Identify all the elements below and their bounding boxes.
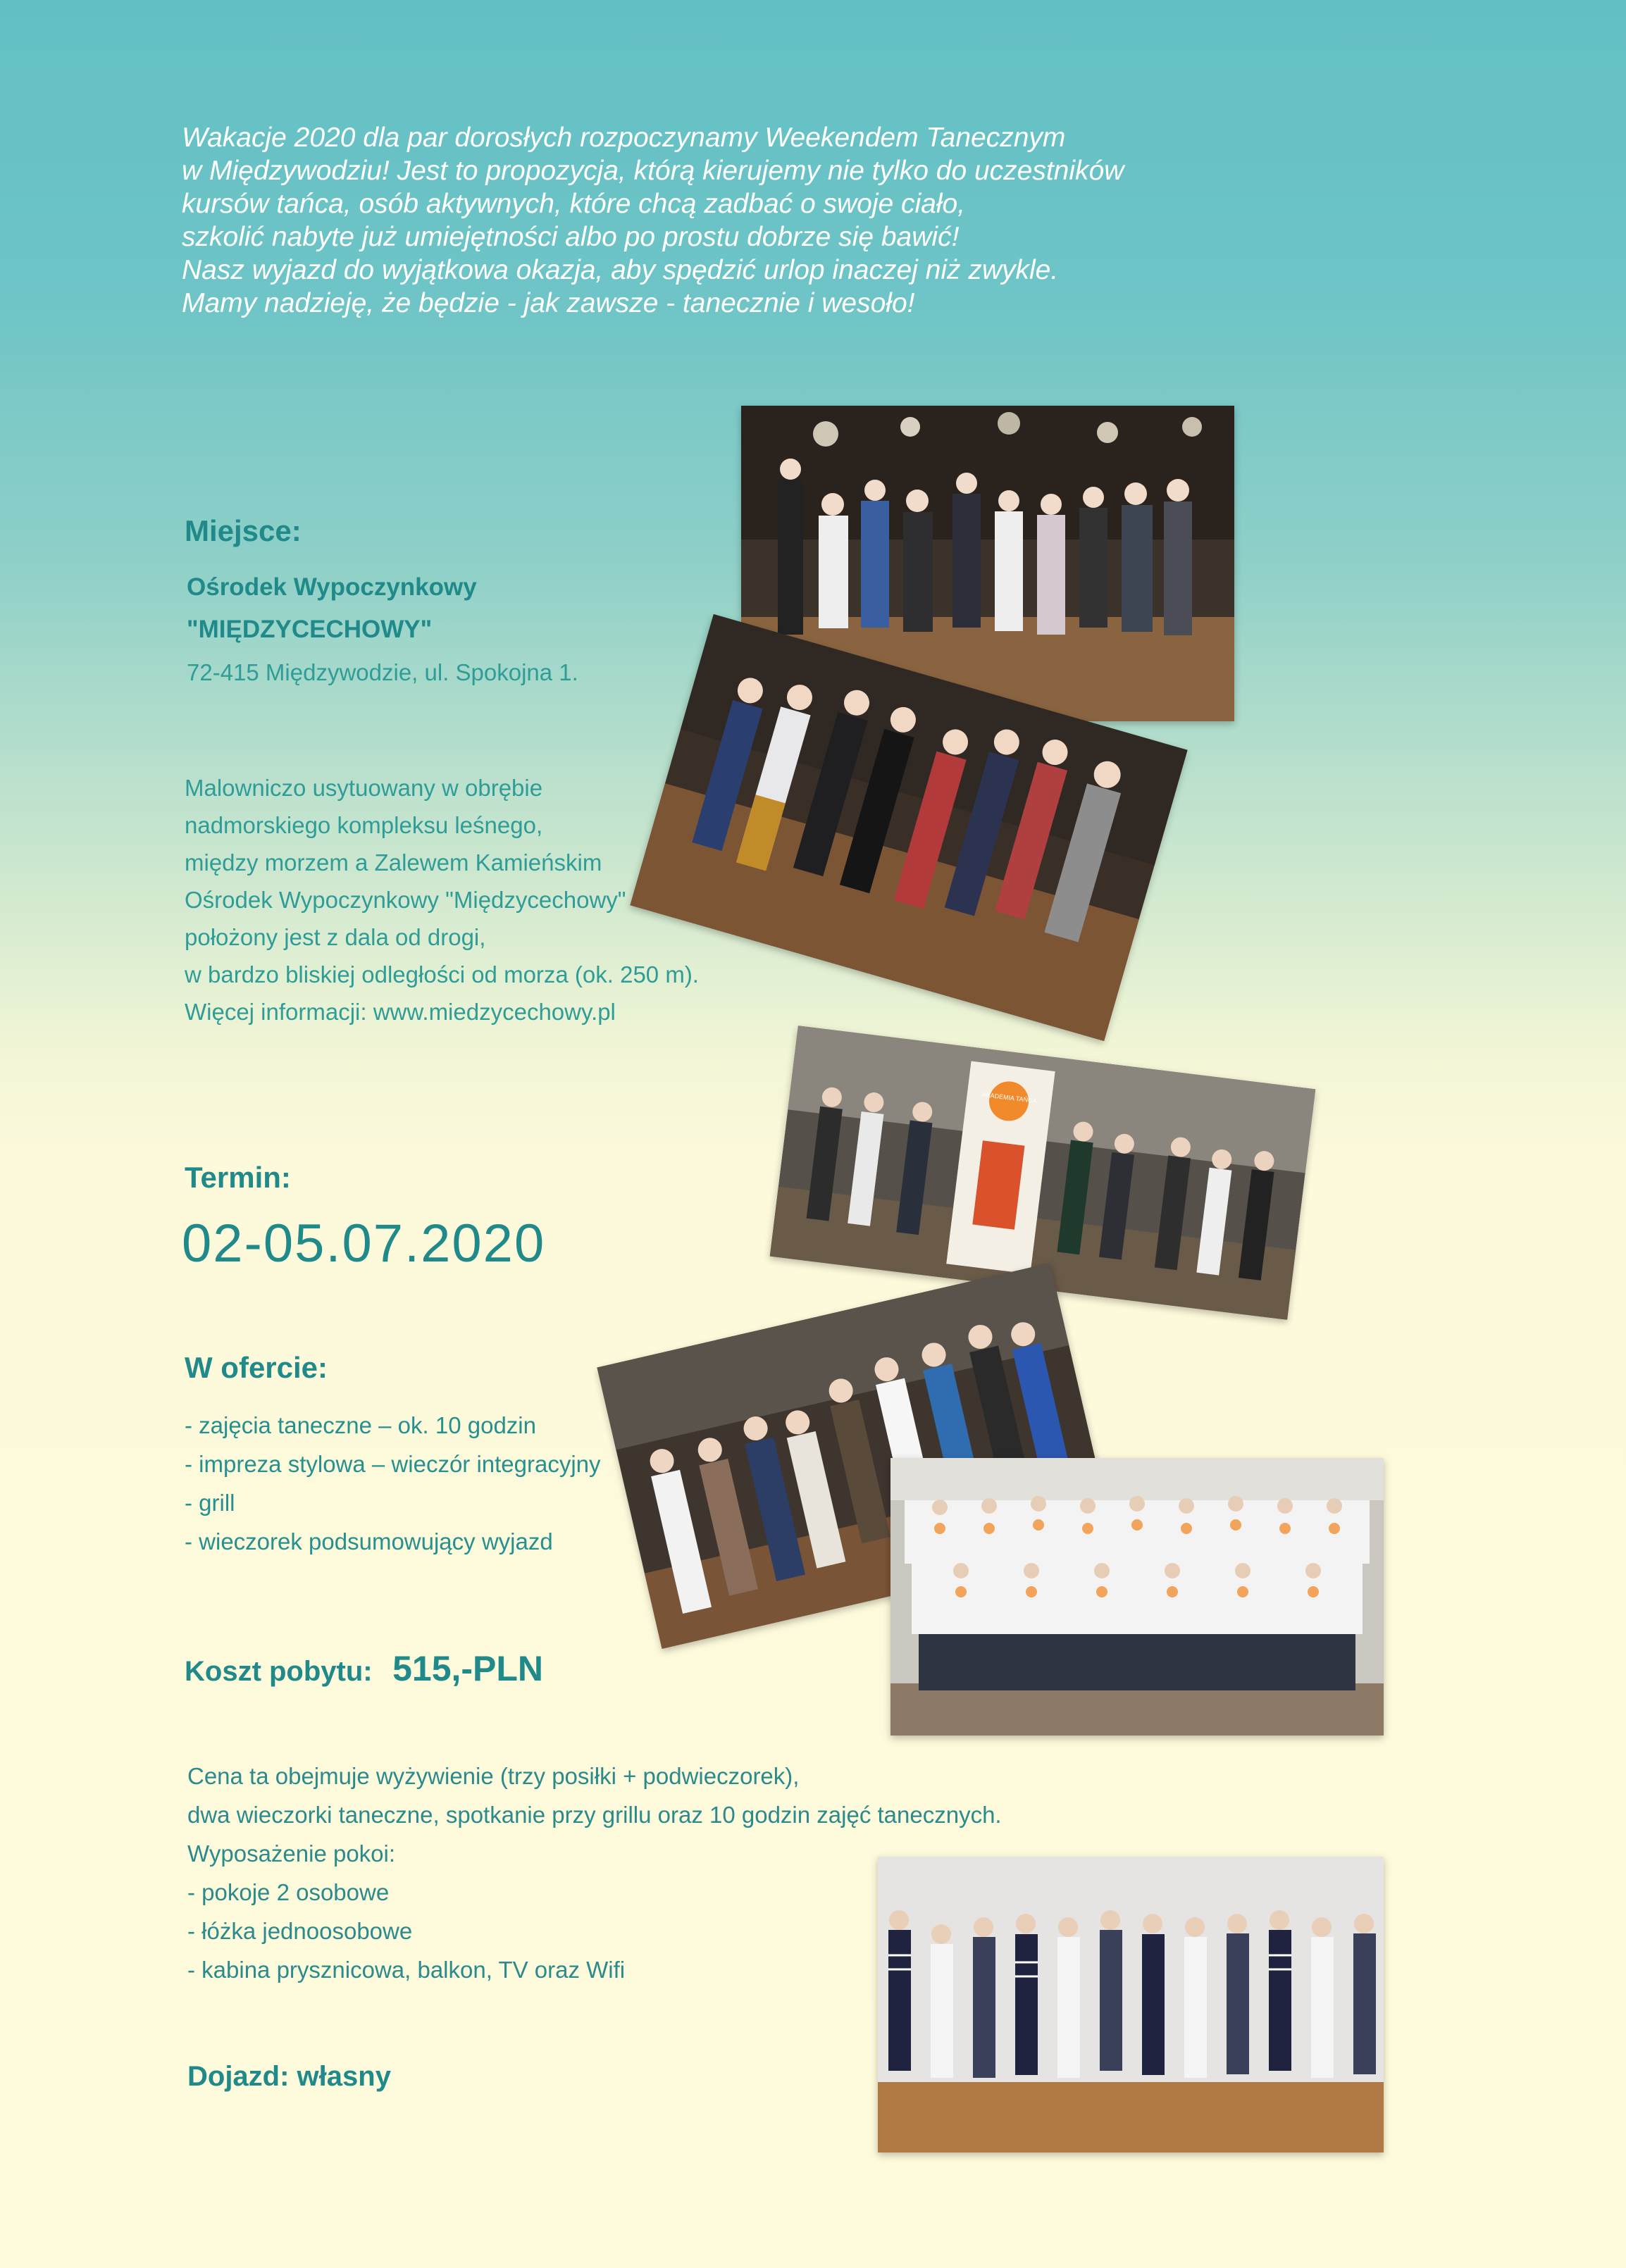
cost-value: 515,-PLN	[392, 1649, 544, 1688]
resort-name	[187, 571, 477, 647]
group-photo-6	[878, 1857, 1384, 2152]
details-line: Wyposażenie pokoi:	[187, 1840, 396, 1867]
resort-address: 72-415 Międzywodzie, ul. Spokojna 1.	[187, 659, 578, 685]
details-line: - łóżka jednoosobowe	[187, 1918, 413, 1944]
term-heading: Termin:	[185, 1161, 291, 1194]
intro-line: szkolić nabyte już umiejętności albo po prostu dobrze się bawić!	[182, 222, 960, 252]
intro-paragraph	[182, 121, 1239, 320]
intro-line: Mamy nadzieję, że będzie - jak zawsze - tanecznie i wesoło!	[182, 288, 915, 318]
intro-line: w Międzywodziu! Jest to propozycja, którą kierujemy nie tylko do uczestników	[182, 156, 1124, 186]
travel-info: Dojazd: własny	[187, 2061, 391, 2092]
intro-line: Nasz wyjazd do wyjątkowa okazja, aby spędzić urlop inaczej niż zwykle.	[182, 255, 1059, 285]
details-line: dwa wieczorki taneczne, spotkanie przy grillu oraz 10 godzin zajęć tanecznych.	[187, 1802, 1002, 1828]
description-line: Więcej informacji: www.miedzycechowy.pl	[185, 999, 616, 1025]
offer-heading: W ofercie:	[185, 1351, 328, 1384]
description-line: Ośrodek Wypoczynkowy "Międzycechowy"	[185, 887, 626, 913]
details-line: Cena ta obejmuje wyżywienie (trzy posiłki + podwieczorek),	[187, 1763, 800, 1789]
description-line: Malowniczo usytuowany w obrębie	[185, 775, 543, 801]
offer-item: - wieczorek podsumowujący wyjazd	[185, 1528, 553, 1554]
description-line: w bardzo bliskiej odległości od morza (ok. 250 m).	[185, 961, 699, 987]
cost-row	[185, 1648, 543, 1689]
description-line: między morzem a Zalewem Kamieńskim	[185, 849, 602, 876]
banner-brand: AKADEMIA TAŃCA	[981, 1090, 1038, 1105]
event-date: 02-05.07.2020	[182, 1214, 546, 1273]
description-line: nadmorskiego kompleksu leśnego,	[185, 812, 543, 838]
place-heading: Miejsce:	[185, 514, 302, 547]
intro-line: kursów tańca, osób aktywnych, które chcą zadbać o swoje ciało,	[182, 189, 966, 219]
offer-item: - grill	[185, 1490, 235, 1516]
place-description	[185, 769, 699, 1030]
group-photo-5	[890, 1458, 1384, 1736]
intro-line: Wakacje 2020 dla par dorosłych rozpoczynamy Weekendem Tanecznym	[182, 123, 1066, 153]
offer-item: - impreza stylowa – wieczór integracyjny	[185, 1451, 601, 1477]
offer-item: - zajęcia taneczne – ok. 10 godzin	[185, 1412, 536, 1438]
details-line: - kabina prysznicowa, balkon, TV oraz Wifi	[187, 1957, 626, 1983]
description-line: położony jest z dala od drogi,	[185, 924, 486, 950]
cost-label: Koszt pobytu:	[185, 1656, 373, 1687]
resort-name-line: "MIĘDZYCECHOWY"	[187, 616, 433, 643]
offer-list	[185, 1406, 601, 1561]
details-line: - pokoje 2 osobowe	[187, 1879, 390, 1905]
resort-name-line: Ośrodek Wypoczynkowy	[187, 573, 477, 601]
